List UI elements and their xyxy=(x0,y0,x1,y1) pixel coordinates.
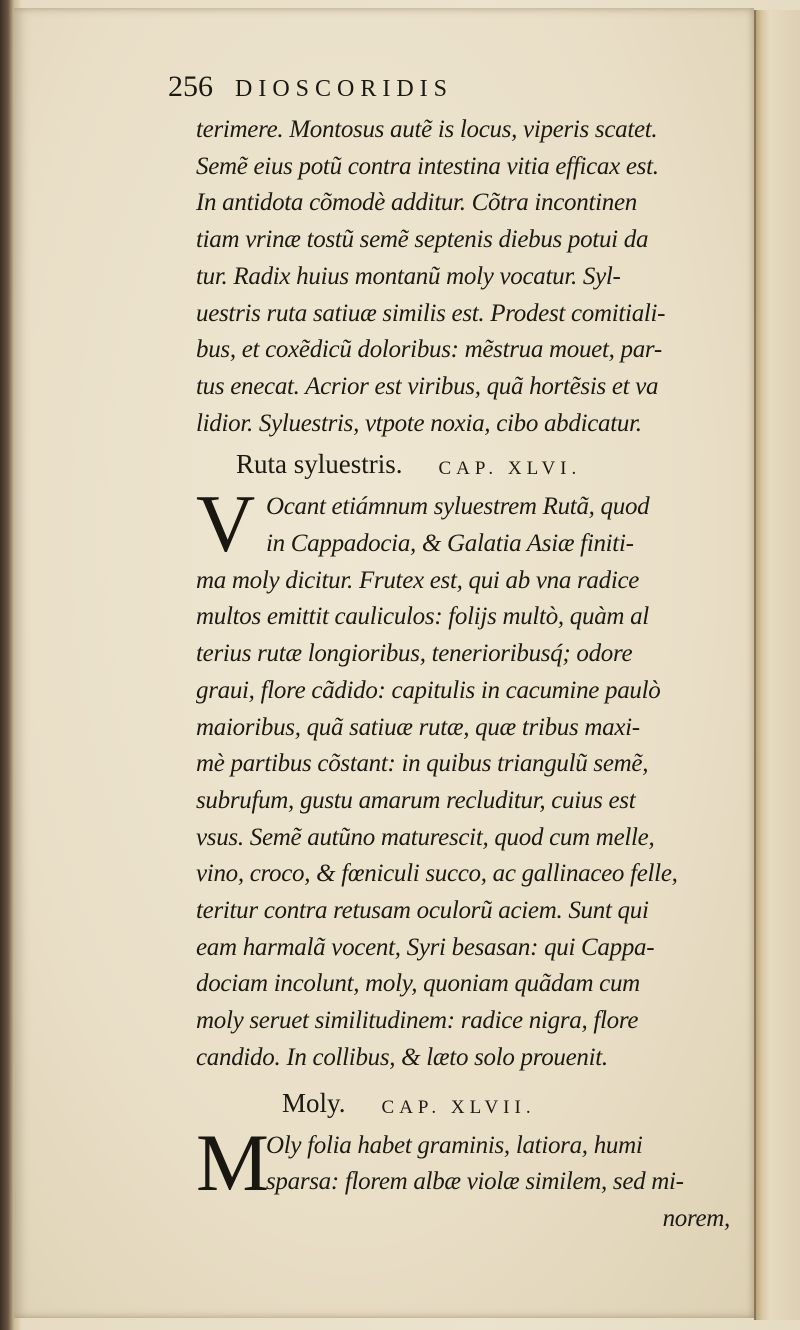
text-line: graui, flore cãdido: capitulis in cacumine paulò xyxy=(196,676,661,704)
drop-capital: V xyxy=(196,478,256,570)
chapter-title: Moly. xyxy=(282,1087,346,1118)
text-line: vsus. Semẽ autũno maturescit, quod cum melle, xyxy=(196,823,655,851)
text-line: vino, croco, & fœniculi succo, ac gallinaceo felle, xyxy=(196,860,678,888)
text-line: candido. In collibus, & læto solo prouenit. xyxy=(196,1043,608,1071)
facing-page-edge xyxy=(754,10,800,1320)
chapter-number: CAP. XLVI. xyxy=(438,458,582,480)
page-number: 256 xyxy=(168,70,213,103)
text-line: Semẽ eius potũ contra intestina vitia efficax est. xyxy=(196,152,659,180)
text-line: sparsa: florem albæ violæ similem, sed mi- xyxy=(266,1168,684,1196)
catchword: norem, xyxy=(662,1204,730,1232)
chapter-number: CAP. XLVII. xyxy=(381,1096,536,1118)
text-line: multos emittit cauliculos: folijs multò, quàm al xyxy=(196,603,649,631)
text-line: tur. Radix huius montanũ moly vocatur. Syl- xyxy=(196,262,621,290)
chapter-paragraph xyxy=(196,1116,736,1238)
text-line: Ocant etiámnum syluestrem Rutã, quod xyxy=(266,493,650,521)
text-line: tiam vrinæ tostũ semẽ septenis diebus potui da xyxy=(196,226,649,254)
text-line: terimere. Montosus autẽ is locus, viperis scatet. xyxy=(196,116,658,143)
text-line: terius rutæ longioribus, tenerioribusq́; odore xyxy=(196,640,633,668)
text-line: dociam incolunt, moly, quoniam quãdam cum xyxy=(196,970,640,998)
text-line: mè partibus cõstant: in quibus triangulũ semẽ, xyxy=(196,750,649,778)
page-header xyxy=(168,70,608,106)
drop-capital: M xyxy=(196,1116,269,1208)
text-line: subrufum, gustu amarum recluditur, cuius est xyxy=(196,786,636,814)
text-line: moly seruet similitudinem: radice nigra, flore xyxy=(196,1007,639,1035)
text-line: uestris ruta satiuæ similis est. Prodest comitiali- xyxy=(196,299,666,327)
text-line: bus, et coxẽdicũ doloribus: mẽstrua mouet, par- xyxy=(196,336,662,364)
text-line: in Cappadocia, & Galatia Asiæ finiti- xyxy=(266,530,634,558)
text-line: Oly folia habet graminis, latiora, humi xyxy=(266,1131,643,1159)
text-line: tus enecat. Acrior est viribus, quã hortẽsis et va xyxy=(196,372,659,400)
text-line: ma moly dicitur. Frutex est, qui ab vna radice xyxy=(196,566,640,594)
chapter-title: Ruta syluestris. xyxy=(236,449,403,480)
chapter-paragraph xyxy=(196,478,736,1076)
text-line: teritur contra retusam oculorũ aciem. Sunt qui xyxy=(196,897,649,925)
text-line: maioribus, quã satiuæ rutæ, quæ tribus maxi- xyxy=(196,713,640,741)
text-line: In antidota cõmodè additur. Cõtra incontinen xyxy=(196,189,637,217)
chapter-heading xyxy=(196,444,736,489)
text-block xyxy=(196,112,736,1238)
text-line: eam harmalã vocent, Syri besasan: qui Cappa- xyxy=(196,933,655,961)
running-head: DIOSCORIDIS xyxy=(235,76,454,102)
chapter-heading xyxy=(196,1083,736,1128)
text-line: lidior. Syluestris, vtpote noxia, cibo abdicatur. xyxy=(196,409,642,437)
